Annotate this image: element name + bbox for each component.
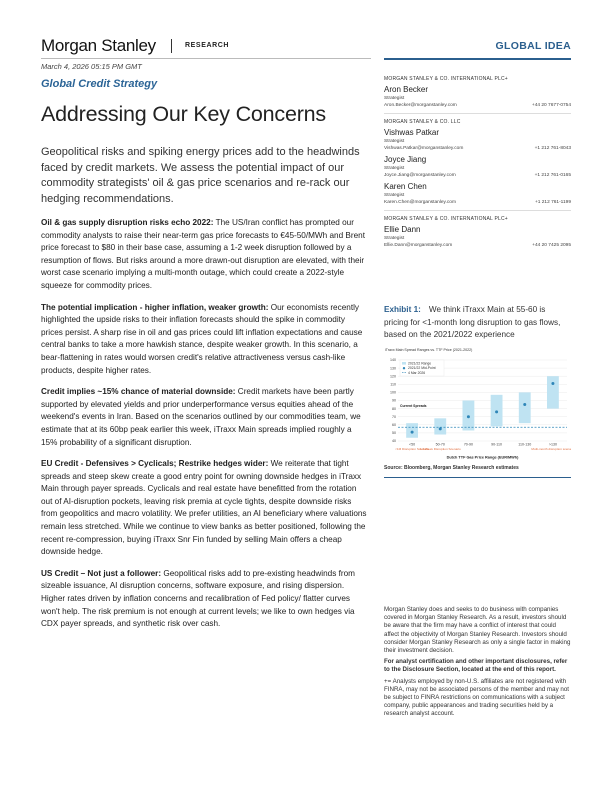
chart-container	[384, 346, 571, 460]
analyst-role: Strategist	[384, 139, 405, 144]
analyst-card	[384, 85, 571, 108]
divider	[384, 113, 571, 114]
y-tick-label: 130	[390, 365, 396, 370]
x-tick-label: <50	[409, 442, 416, 446]
analyst-role: Strategist	[384, 96, 405, 101]
paragraph-body: The US/Iran conflict has prompted our commodity analysts to raise their near-term gas price forecasts to €45-50/MWh and Brent price forecast to $80 in their base case, assuming a 1-2 week disruption followed by a resumption of flows. But risks around a more drawn-out disruption are elevated, with their worst case scenario implying a multi-month outage, which could create a 2022-style squeeze for commodity prices.	[41, 218, 365, 290]
analyst-contact	[384, 243, 571, 248]
analyst-email[interactable]: Vishwas.Patkar@morganstanley.com	[384, 146, 464, 151]
analyst-role: Strategist	[384, 166, 405, 171]
logo-divider	[171, 39, 172, 53]
paragraph-body: Credit markets have been partly supported by elevated yields and prior underperformance versus equities ahead of the weekend's events in Iran. Based on the scenarios outlined by our commodities team, we estimate that at its 60bp peak earlier this week, iTraxx Main spreads implied roughly a 15% probability of a significant disruption.	[41, 387, 361, 447]
midpoint-dot	[551, 381, 554, 384]
analyst-name: Vishwas Patkar	[384, 128, 439, 137]
annotation-scenario: <1M Disruption Scenario	[395, 446, 430, 451]
y-tick-label: 70	[392, 414, 396, 419]
y-tick-label: 90	[392, 398, 396, 403]
disclosure-reference: For analyst certification and other important disclosures, refer to the Disclosure Section, located at the end of this report.	[384, 658, 568, 674]
exhibit-title	[384, 304, 571, 342]
divider	[384, 210, 571, 211]
y-tick-label: 40	[392, 438, 396, 443]
analyst-contact	[384, 103, 571, 108]
legend-swatch-range	[402, 362, 406, 365]
analyst-card	[384, 128, 571, 151]
analyst-phone: +44 20 7677-0754	[531, 103, 571, 108]
legend-label: 2021/22 Mid-Point	[408, 365, 436, 370]
disclosure-box	[384, 606, 571, 722]
analyst-sidebar	[384, 76, 571, 253]
analyst-name: Ellie Dann	[384, 225, 421, 234]
y-tick-label: 110	[390, 382, 396, 386]
body-paragraph	[41, 217, 369, 293]
analyst-contact	[384, 200, 571, 205]
annotation-current-spreads: Current Spreads	[400, 403, 427, 408]
paragraph-lead: Oil & gas supply disruption risks echo 2022:	[41, 218, 214, 227]
analyst-card	[384, 225, 571, 248]
analyst-card	[384, 155, 571, 178]
analyst-contact	[384, 146, 571, 151]
x-tick-label: 70-90	[463, 442, 474, 446]
report-date: March 4, 2026 05:15 PM GMT	[41, 62, 142, 71]
report-type-badge: GLOBAL IDEA	[495, 40, 571, 52]
report-summary: Geopolitical risks and spiking energy prices add to the headwinds faced by credit markets. We assess the potential impact of our commodity strategists' oil & gas price scenarios and re-rack our hedging recommendations.	[41, 146, 360, 205]
spread-range-chart	[384, 346, 571, 460]
page-title: Addressing Our Key Concerns	[41, 102, 326, 126]
range-bar	[406, 423, 418, 438]
paragraph-body: Our economists recently highlighted the upside risks to their inflation forecasts should the spike in commodity prices persist. A sharp rise in oil and gas prices could lift inflation expectations and cause central banks to take a more hawkish stance, despite weaker growth. In this scenario, a bear-flattening in rates would worsen credit's relative attractiveness versus cash-like products, despite higher rates.	[41, 302, 363, 375]
analyst-phone: +1 212 761-1199	[534, 200, 571, 205]
analyst-firm-block	[384, 119, 571, 205]
analyst-phone: +1 212 761-8043	[534, 146, 571, 151]
x-tick-label: 90-110	[491, 442, 503, 446]
exhibit-1	[384, 304, 571, 478]
analyst-role: Strategist	[384, 193, 405, 198]
x-axis-label: Dutch TTF Gas Price Range (EUR/MWh)	[446, 455, 519, 459]
analyst-firm-block	[384, 76, 571, 108]
x-tick-label: 50-70	[435, 442, 445, 446]
brand-logo: Morgan Stanley	[41, 36, 156, 55]
midpoint-dot	[439, 427, 442, 430]
analyst-email[interactable]: Joyce.Jiang@morganstanley.com	[384, 173, 456, 178]
firm-name: MORGAN STANLEY & CO. LLC	[384, 119, 461, 125]
paragraph-lead: US Credit – Not just a follower:	[41, 568, 162, 578]
y-tick-label: 80	[392, 406, 396, 411]
midpoint-dot	[467, 415, 470, 418]
analyst-role: Strategist	[384, 236, 405, 241]
midpoint-dot	[411, 430, 414, 433]
section-label: RESEARCH	[185, 42, 230, 49]
range-bar	[434, 418, 446, 434]
analyst-contact	[384, 173, 571, 178]
legend-label: 4 Mar 2026	[408, 370, 426, 375]
body-paragraph	[41, 386, 369, 449]
header-rule-accent	[384, 58, 571, 60]
analyst-email[interactable]: Ellie.Dann@morganstanley.com	[384, 243, 453, 248]
analyst-name: Joyce Jiang	[384, 155, 427, 164]
y-tick-label: 100	[390, 390, 396, 395]
body-paragraph	[41, 302, 369, 378]
y-tick-label: 120	[390, 373, 396, 378]
analyst-card	[384, 182, 571, 205]
legend-swatch-point	[403, 367, 405, 369]
x-tick-label: 110-130	[518, 442, 532, 446]
midpoint-dot	[523, 403, 526, 406]
firm-name: MORGAN STANLEY & CO. INTERNATIONAL PLC+	[384, 216, 508, 222]
y-tick-label: 60	[392, 422, 396, 427]
analyst-name: Karen Chen	[384, 182, 427, 191]
firm-name: MORGAN STANLEY & CO. INTERNATIONAL PLC+	[384, 76, 508, 82]
finra-note: += Analysts employed by non-U.S. affiliates are not registered with FINRA, may not be associated persons of the member and may not be subject to FINRA restrictions on communications with a subject company, public appearances and trading securities held by a research analyst account.	[384, 677, 570, 718]
analyst-email[interactable]: Aron.Becker@morganstanley.com	[384, 103, 457, 108]
x-tick-label: >130	[548, 442, 557, 446]
body-paragraph	[41, 458, 369, 559]
report-series: Global Credit Strategy	[41, 78, 158, 90]
body-paragraph	[41, 568, 369, 631]
range-bar	[547, 376, 559, 408]
analyst-firm-block	[384, 216, 571, 248]
disclosure-text: Morgan Stanley does and seeks to do business with companies covered in Morgan Stanley Research. As a result, investors should be aware that the firm may have a conflict of interest that could affect the objectivity of Morgan Stanley Research. Investors should consider Morgan Stanley Research as only a single factor in making their investment decision.	[384, 606, 571, 655]
midpoint-dot	[495, 410, 498, 413]
chart-title: iTraxx Main Spread Ranges vs. TTF Price (2021-2022)	[385, 347, 473, 352]
exhibit-rule	[384, 477, 571, 478]
analyst-email[interactable]: Karen.Chen@morganstanley.com	[384, 200, 456, 205]
analyst-name: Aron Becker	[384, 85, 429, 94]
analyst-phone: +1 212 761-0165	[534, 173, 571, 178]
y-tick-label: 140	[390, 357, 396, 362]
page-header	[41, 36, 571, 58]
exhibit-source: Source: Bloomberg, Morgan Stanley Research estimates	[384, 464, 519, 471]
main-column	[41, 62, 369, 640]
header-rule	[41, 58, 371, 59]
legend-label: 2021/22 Range	[408, 361, 432, 365]
paragraph-lead: The potential implication - higher inflation, weaker growth:	[41, 302, 269, 312]
y-tick-label: 50	[392, 430, 396, 435]
paragraph-body: We reiterate that tight spreads and steep skew create a good entry point for owning downside hedges in iTraxx Main through payer spreads. Cyclicals and real estate have benefitted from the rotation out of AI-disruption pockets, leaving risk premia at cycle tights, despite downside risks from geopolitics and macro volatility. We prefer utilities, an AI beneficiary where valuations remain less stretched. While we continue to view banks as better positioned, following the recent re-compression, buying iTraxx Snr Fin funded by selling Main offers a cheap downside hedge.	[41, 459, 367, 557]
annotation-scenario: Multi-month disruption scenario	[531, 446, 571, 451]
analyst-phone: +44 20 7425 2095	[532, 243, 571, 248]
paragraph-lead: Credit implies ~15% chance of material downside:	[41, 387, 236, 397]
paragraph-lead: EU Credit - Defensives > Cyclicals; Restrike hedges wider:	[41, 459, 269, 469]
exhibit-caption: We think iTraxx Main at 55-60 is pricing for <1-month long disruption to gas flows, based on the 2021/2022 experience	[384, 305, 561, 339]
range-bar	[519, 392, 531, 423]
paragraph-body: Geopolitical risks add to pre-existing headwinds from sizeable issuance, AI disruption concerns, software exposure, and rising dispersion. Higher rates driven by inflation concerns and recalibration of Fed policy/ flatter curves won't help. The risk premium is not enough at current levels; we like to own hedges via CDX payer spreads, and synthetic risk over cash.	[41, 568, 355, 629]
exhibit-label: Exhibit 1:	[384, 305, 421, 314]
annotation-scenario: 1-2 Week Disruption Scenario	[419, 446, 461, 451]
